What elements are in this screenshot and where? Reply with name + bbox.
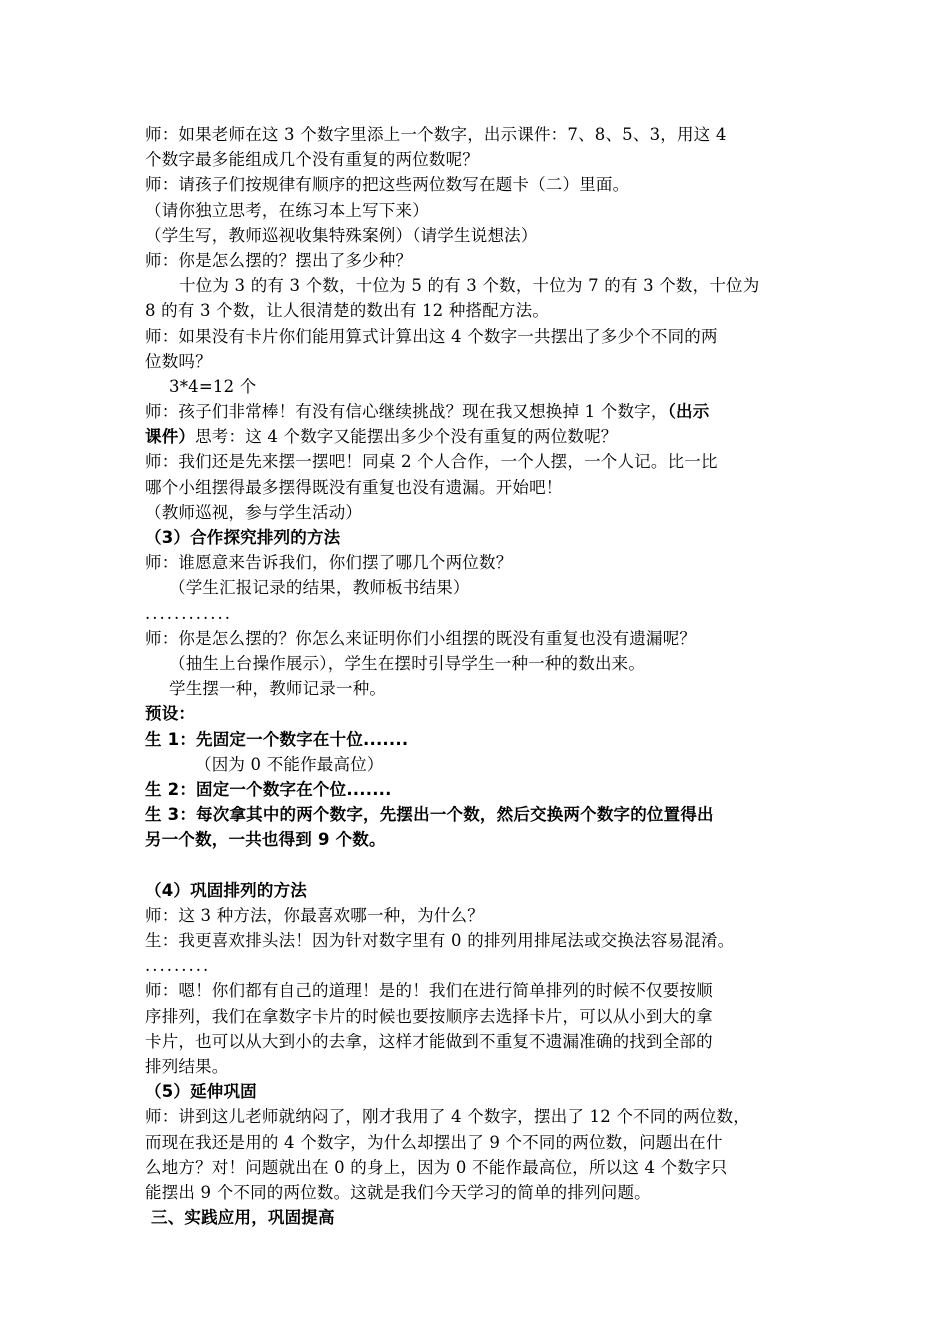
text-line: 十位为 3 的有 3 个数，十位为 5 的有 3 个数，十位为 7 的有 3 个数，十位为 (179, 276, 760, 296)
text-line: 师：这 3 种方法，你最喜欢哪一种，为什么？ (145, 905, 484, 925)
document-page (145, 122, 815, 1230)
text-line: 师：请孩子们按规律有顺序的把这些两位数写在题卡（二）里面。 (145, 175, 630, 195)
text-span: 师：孩子们非常棒！有没有信心继续挑战？现在我又想换掉 1 个数字， (145, 402, 668, 422)
bold-text-span: （出示 (667, 402, 710, 422)
text-line (145, 399, 815, 424)
bold-text-span: 课件） (145, 427, 196, 447)
text-line (145, 424, 815, 449)
text-line: （因为 0 不能作最高位） (195, 754, 384, 774)
student-answer: 生 1：先固定一个数字在十位....... (145, 729, 409, 749)
text-line: 位数吗？ (145, 351, 212, 371)
text-line: （学生汇报记录的结果，教师板书结果） (169, 578, 470, 598)
text-line: 师：你是怎么摆的？你怎么来证明你们小组摆的既没有重复也没有遗漏呢？ (145, 628, 697, 648)
text-line: 排列结果。 (145, 1056, 229, 1076)
text-line: 3*4=12 个 (169, 376, 257, 396)
text-line: 生：我更喜欢排头法！因为针对数字里有 0 的排列用排尾法或交换法容易混淆。 (145, 931, 735, 950)
ellipsis-line: ............ (145, 603, 232, 623)
text-line: （抽生上台操作展示），学生在摆时引导学生一种一种的数出来。 (169, 653, 646, 673)
text-line: 师：谁愿意来告诉我们，你们摆了哪几个两位数？ (145, 553, 513, 573)
section-heading: （3）合作探究排列的方法 (145, 528, 341, 547)
chapter-heading: 三、实践应用，巩固提高 (151, 1208, 335, 1228)
section-heading: （4）巩固排列的方法 (145, 880, 307, 900)
student-answer: 生 2：固定一个数字在个位....... (145, 779, 392, 799)
text-line: 师：我们还是先来摆一摆吧！同桌 2 个人合作，一个人摆，一个人记。比一比 (145, 452, 718, 472)
text-line: 8 的有 3 个数，让人很清楚的数出有 12 种搭配方法。 (145, 301, 550, 321)
preset-heading: 预设： (145, 704, 196, 724)
blank-line (145, 852, 815, 877)
text-line: 哪个小组摆得最多摆得既没有重复也没有遗漏。开始吧！ (145, 477, 563, 497)
text-line: （教师巡视，参与学生活动） (145, 502, 363, 522)
text-line: 卡片，也可以从大到小的去拿，这样才能做到不重复不遗漏准确的找到全部的 (145, 1031, 713, 1051)
text-line: 师：讲到这儿老师就纳闷了，刚才我用了 4 个数字，摆出了 12 个不同的两位数， (145, 1107, 750, 1127)
text-line: 而现在我还是用的 4 个数字，为什么却摆出了 9 个不同的两位数，问题出在什 (145, 1132, 723, 1152)
text-line: （学生写，教师巡视收集特殊案例）（请学生说想法） (145, 225, 538, 245)
text-line: 么地方？对！问题就出在 0 的身上，因为 0 不能作最高位，所以这 4 个数字只 (145, 1157, 728, 1177)
text-line: 师：你是怎么摆的？摆出了多少种？ (145, 250, 413, 270)
text-line: 师：如果老师在这 3 个数字里添上一个数字，出示课件：7、8、5、3，用这 4 (145, 125, 727, 144)
text-line: 序排列，我们在拿数字卡片的时候也要按顺序去选择卡片，可以从小到大的拿 (145, 1006, 713, 1026)
text-line: 个数字最多能组成几个没有重复的两位数呢？ (145, 150, 479, 170)
student-answer: 生 3：每次拿其中的两个数字，先摆出一个数，然后交换两个数字的位置得出 (145, 805, 714, 825)
text-line: 师：嗯！你们都有自己的道理！是的！我们在进行简单排列的时候不仅要按顺 (145, 981, 713, 1001)
text-line: 能摆出 9 个不同的两位数。这就是我们今天学习的简单的排列问题。 (145, 1182, 651, 1202)
text-span: 思考：这 4 个数字又能摆出多少个没有重复的两位数呢？ (195, 427, 618, 447)
text-line: （请你独立思考，在练习本上写下来） (145, 200, 429, 220)
ellipsis-line: ......... (145, 956, 211, 976)
student-answer: 另一个数，一共也得到 9 个数。 (145, 830, 386, 850)
section-heading: （5）延伸巩固 (145, 1082, 257, 1102)
text-line: 学生摆一种，教师记录一种。 (169, 679, 387, 699)
text-line: 师：如果没有卡片你们能用算式计算出这 4 个数字一共摆出了多少个不同的两 (145, 326, 718, 346)
